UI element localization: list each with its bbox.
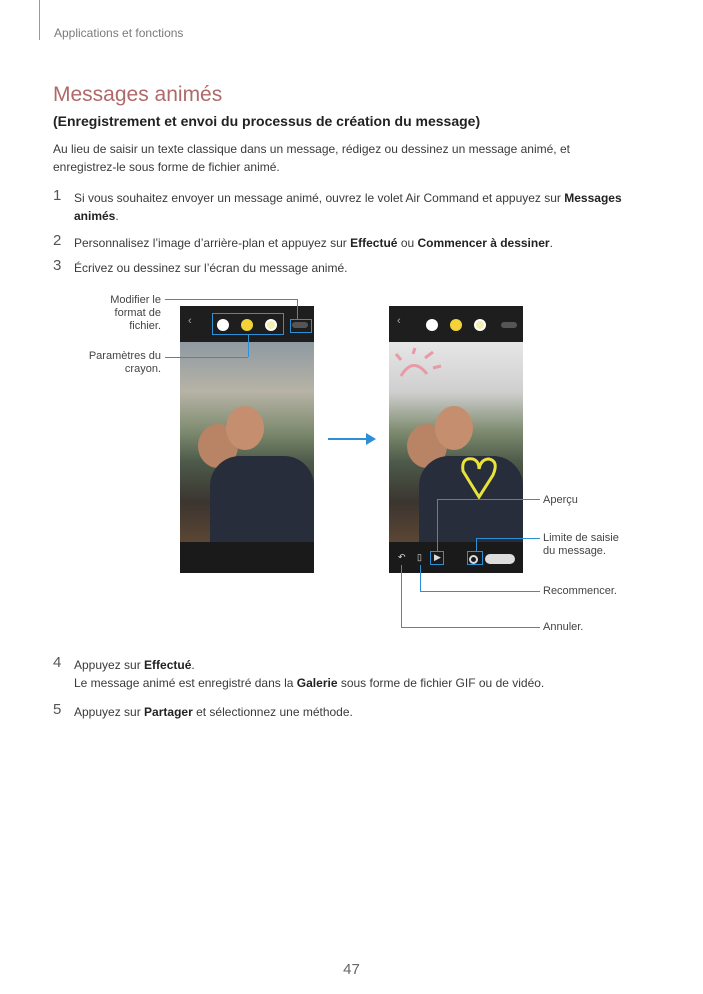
play-icon: ▶: [434, 552, 441, 562]
callout-box-format: [290, 319, 312, 333]
callout-line: [297, 299, 298, 319]
callout-line: [437, 499, 438, 551]
callout-line: [476, 538, 540, 539]
section-subtitle: (Enregistrement et envoi du processus de création du message): [53, 113, 481, 129]
file-format-button: [501, 322, 517, 328]
step-2-number: 2: [53, 232, 62, 249]
running-header: Applications et fonctions: [54, 26, 184, 40]
man-face: [226, 406, 264, 450]
callout-box-preview: [430, 551, 444, 565]
callout-line: [165, 299, 297, 300]
pen-color-yellow-icon: [450, 319, 462, 331]
man-face: [435, 406, 473, 450]
callout-limit-label: Limite de saisie du message.: [543, 532, 619, 557]
step-5-number: 5: [53, 701, 62, 718]
callout-restart-label: Recommencer.: [543, 585, 617, 597]
callout-preview-label: Aperçu: [543, 494, 578, 506]
callout-format-label: Modifier le format de fichier.: [110, 294, 161, 332]
sun-doodle: [393, 346, 443, 390]
undo-icon: ↶: [398, 552, 406, 562]
step-4-number: 4: [53, 654, 62, 671]
callout-box-pen: [212, 313, 284, 335]
callout-line: [420, 565, 421, 591]
callout-line: [420, 591, 540, 592]
step-4-text: Appuyez sur Effectué. Le message animé est enregistré dans la Galerie sous forme de fichier GIF ou de vidéo.: [74, 658, 545, 690]
header-divider: [39, 0, 40, 40]
step-3-text: Écrivez ou dessinez sur l’écran du message animé.: [74, 261, 348, 275]
step-1-text: Si vous souhaitez envoyer un message animé, ouvrez le volet Air Command et appuyez sur Messages animés.: [74, 191, 622, 223]
pen-size-icon: [474, 319, 486, 331]
next-arrow-icon: [328, 432, 376, 446]
page-number: 47: [343, 961, 360, 978]
back-icon: ‹: [397, 315, 401, 327]
step-1-number: 1: [53, 187, 62, 204]
heart-doodle: [459, 451, 499, 501]
screen-after: [389, 306, 523, 573]
delete-icon: ▯: [417, 552, 422, 562]
callout-line: [437, 499, 540, 500]
step-5-text: Appuyez sur Partager et sélectionnez une méthode.: [74, 705, 353, 719]
callout-line: [248, 335, 249, 357]
callout-line: [476, 538, 477, 551]
step-3-number: 3: [53, 257, 62, 274]
intro-paragraph: Au lieu de saisir un texte classique dans un message, rédigez ou dessinez un message animé, et enregistrez-le sous forme de fichier animé.: [53, 142, 570, 174]
callout-line: [401, 565, 402, 627]
section-title: Messages animés: [53, 83, 223, 106]
jacket: [210, 456, 314, 546]
screen-bottom-bar: [180, 542, 314, 573]
back-icon: ‹: [188, 315, 192, 327]
callout-line: [401, 627, 540, 628]
screen-before: [180, 306, 314, 573]
callout-line: [165, 357, 248, 358]
pen-tool-icon: [426, 319, 438, 331]
callout-pen-label: Paramètres du crayon.: [88, 350, 161, 375]
callout-undo-label: Annuler.: [543, 621, 584, 633]
callout-box-limit: [467, 551, 483, 565]
done-button: [485, 554, 515, 564]
step-2-text: Personnalisez l’image d’arrière-plan et appuyez sur Effectué ou Commencer à dessiner.: [74, 236, 553, 250]
